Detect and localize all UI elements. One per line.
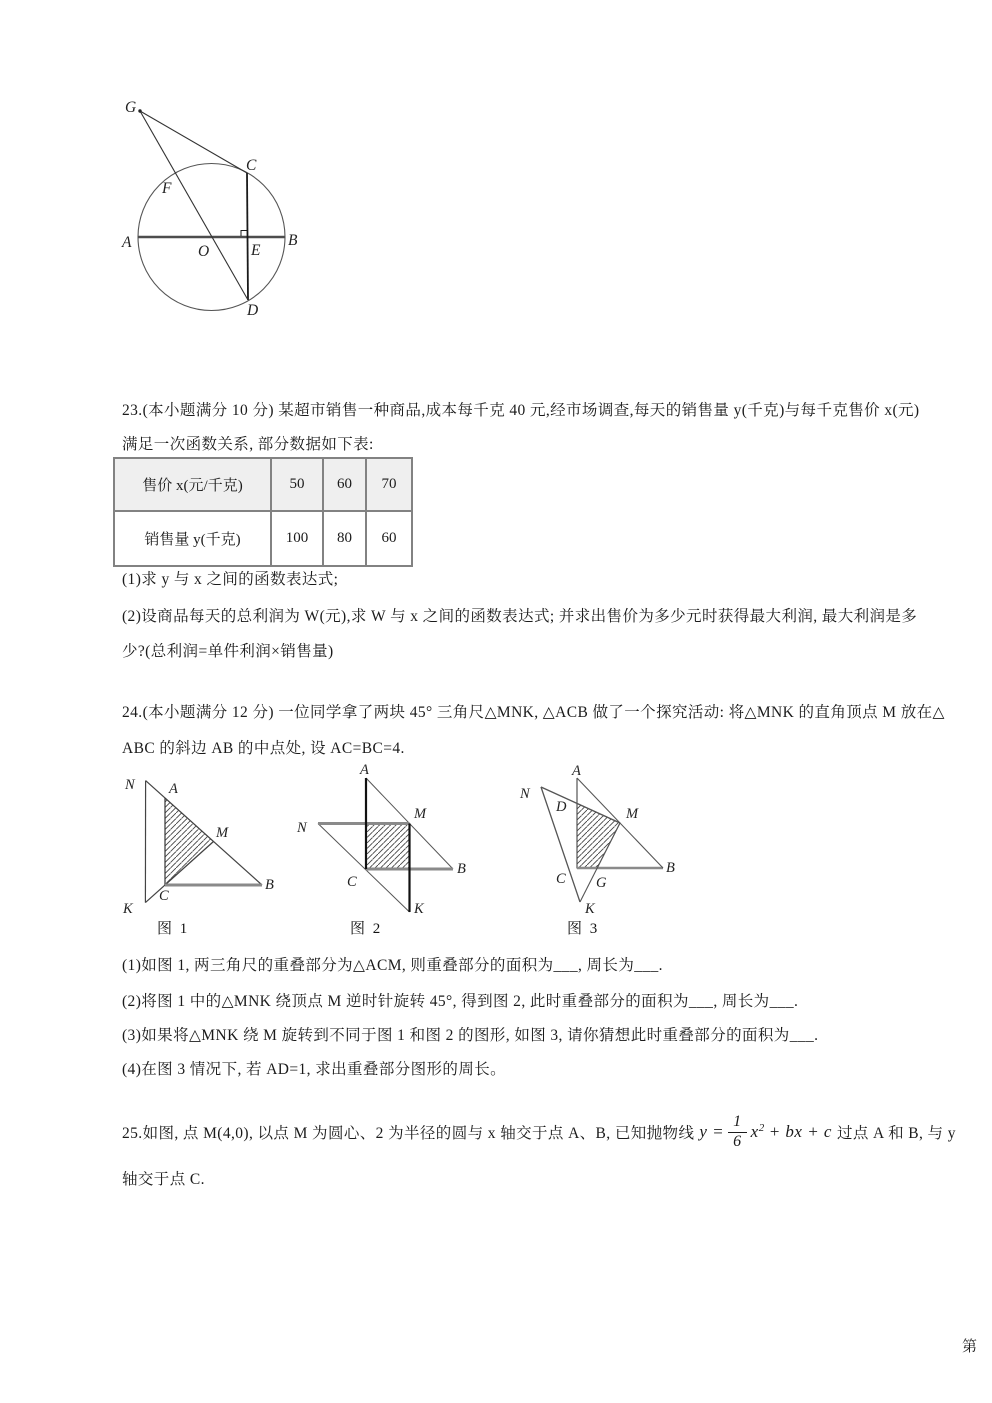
formula-exponent: 2 [758,1122,765,1134]
table-cell-price-label: 售价 x(元/千克) [114,458,271,511]
formula-variable [751,1122,765,1142]
page-footer-fragment: 第 [962,1339,978,1355]
q24-part1: (1)如图 1, 两三角尺的重叠部分为△ACM, 则重叠部分的面积为___, 周长为___. [122,957,663,974]
q23-part2b: 少?(总利润=单件利润×销售量) [122,643,334,660]
q24-part3: (3)如果将△MNK 绕 M 旋转到不同于图 1 和图 2 的图形, 如图 3, 请你猜想此时重叠部分的面积为___. [122,1027,819,1044]
label-A: A [122,234,132,251]
q25-parabola-formula [699,1114,832,1151]
line-GD [140,111,248,300]
q23-line2: 满足一次函数关系, 部分数据如下表: [122,436,374,453]
fig3-label-N: N [520,786,530,802]
fig2-label-N: N [297,820,307,836]
table-cell-sales-1: 100 [271,511,323,566]
formula-x: x [750,1122,759,1141]
fig2-label-K: K [414,901,424,917]
q24-line1: 24.(本小题满分 12 分) 一位同学拿了两块 45° 三角尺△MNK, △ACB 做了一个探究活动: 将△MNK 的直角顶点 M 放在△ [122,704,945,721]
q23-line1: 23.(本小题满分 10 分) 某超市销售一种商品,成本每千克 40 元,经市场调查,每天的销售量 y(千克)与每千克售价 x(元) [122,402,920,419]
label-D: D [247,302,259,319]
q23-part1: (1)求 y 与 x 之间的函数表达式; [122,571,339,588]
label-B: B [288,232,298,249]
label-G: G [125,99,137,116]
table-cell-sales-3: 60 [366,511,412,566]
fig3-label-A: A [572,763,581,779]
fraction-numerator: 1 [728,1114,747,1133]
fig1-label-N: N [125,777,135,793]
label-E: E [251,242,261,259]
point-G-dot [138,109,141,112]
fig1-label-M: M [216,825,229,841]
q24-part4: (4)在图 3 情况下, 若 AD=1, 求出重叠部分图形的周长。 [122,1061,507,1078]
fig1-line-NB [146,781,262,885]
fig2-label-A: A [360,762,369,778]
fig3-label-B: B [666,860,675,876]
fig3-label-D: D [556,799,567,815]
table-cell-sales-label: 销售量 y(千克) [114,511,271,566]
circle-figure [100,85,325,330]
table-row-price [114,458,412,511]
line-GC [140,111,247,173]
q25-text-pre: 25.如图, 点 M(4,0), 以点 M 为圆心、2 为半径的圆与 x 轴交于点 A、B, 已知抛物线 [122,1125,695,1142]
q25-text-post: 过点 A 和 B, 与 y [836,1125,956,1142]
table-row-sales [114,511,412,566]
q25-line1 [122,1104,956,1160]
fig3-label-K: K [585,901,595,917]
fig1-label-A: A [169,781,178,797]
table-cell-price-3: 70 [366,458,412,511]
figure-3 [510,755,690,920]
label-C: C [246,157,257,174]
fraction-denominator: 6 [733,1132,742,1150]
fig3-label-C: C [556,871,566,887]
fig2-label-M: M [414,806,427,822]
fig1-label-K: K [123,901,133,917]
fig1-label-B: B [265,877,274,893]
q24-part2: (2)将图 1 中的△MNK 绕顶点 M 逆时针旋转 45°, 得到图 2, 此时重叠部分的面积为___, 周长为___. [122,993,799,1010]
q23-data-table [113,457,413,567]
figure-2 [290,755,475,920]
label-O: O [198,243,210,260]
formula-tail: + bx + c [768,1122,832,1141]
fig3-label-M: M [626,806,639,822]
fig3-label-G: G [596,875,607,891]
formula-lhs: y = [699,1122,725,1141]
figure-1-caption: 图 1 [157,921,190,937]
q23-part2: (2)设商品每天的总利润为 W(元),求 W 与 x 之间的函数表达式; 并求出售价为多少元时获得最大利润, 最大利润是多 [122,608,918,625]
right-angle-mark [241,231,247,237]
q24-line2: ABC 的斜边 AB 的中点处, 设 AC=BC=4. [122,740,405,757]
fig1-overlap-triangle-ACM [165,798,214,885]
table-cell-price-2: 60 [323,458,366,511]
fig2-overlap-square [366,824,410,870]
fig2-label-B: B [457,861,466,877]
formula-fraction [728,1114,747,1151]
label-F: F [162,180,172,197]
figure-3-caption: 图 3 [567,921,600,937]
figure-1 [110,758,285,920]
fig1-label-C: C [159,888,169,904]
fig2-label-C: C [347,874,357,890]
table-cell-sales-2: 80 [323,511,366,566]
q25-line2: 轴交于点 C. [122,1171,205,1188]
figure-2-caption: 图 2 [350,921,383,937]
table-cell-price-1: 50 [271,458,323,511]
chord-CD [247,173,248,300]
